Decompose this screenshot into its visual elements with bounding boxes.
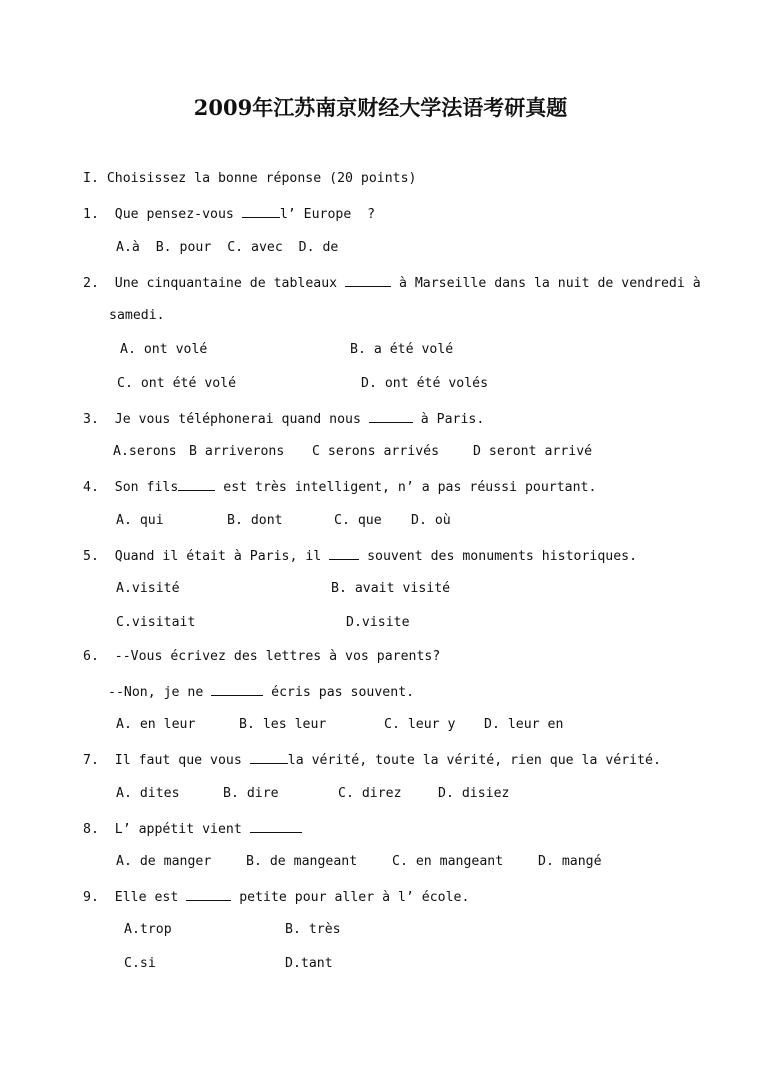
question-text: L’ appétit vient	[114, 822, 250, 837]
answer-blank	[329, 547, 359, 560]
option: B. avait visité	[331, 581, 451, 596]
question-text: Que pensez-vous	[114, 207, 242, 222]
question-8	[83, 820, 302, 837]
option: B. pour	[155, 240, 212, 255]
question-text: Une cinquantaine de tableaux	[114, 276, 346, 291]
option: B. les leur	[239, 717, 327, 732]
option: D. où	[411, 513, 451, 528]
question-4	[83, 478, 596, 495]
question-9	[83, 888, 469, 905]
question-7	[83, 751, 661, 768]
option: B arriverons	[189, 444, 285, 459]
page-title: 2009年江苏南京财经大学法语考研真题	[193, 95, 568, 120]
answer-blank	[345, 274, 391, 287]
question-number: 2.	[83, 276, 99, 291]
option: D.tant	[285, 956, 333, 971]
question-number: 4.	[83, 480, 99, 495]
option: C. en mangeant	[392, 854, 504, 869]
section-heading: I. Choisissez la bonne réponse (20 points)	[83, 171, 417, 186]
option: B. de mangeant	[246, 854, 358, 869]
option: C. ont été volé	[117, 376, 237, 391]
question-number: 9.	[83, 890, 99, 905]
question-5	[83, 547, 637, 564]
option: D. disiez	[438, 786, 510, 801]
question-text: petite pour aller à l’ école.	[231, 890, 470, 905]
question-6	[83, 649, 440, 664]
option: D. de	[298, 240, 339, 255]
answer-blank	[250, 751, 288, 764]
answer-blank	[211, 683, 263, 696]
question-number: 6.	[83, 649, 99, 664]
question-text: Il faut que vous	[114, 753, 250, 768]
question-text: --Non, je ne	[108, 685, 212, 700]
question-text: écris pas souvent.	[263, 685, 415, 700]
answer-blank	[250, 820, 302, 833]
option: A. de manger	[116, 854, 212, 869]
option: C. direz	[338, 786, 402, 801]
question-number: 7.	[83, 753, 99, 768]
option: A. qui	[116, 513, 164, 528]
question-text: Son fils	[114, 480, 179, 495]
option: B. dont	[227, 513, 283, 528]
question-text: à Marseille dans la nuit de vendredi à	[391, 276, 701, 291]
answer-blank	[369, 410, 413, 423]
question-text: Je vous téléphonerai quand nous	[114, 412, 369, 427]
option: D. leur en	[484, 717, 564, 732]
option: A. ont volé	[120, 342, 208, 357]
question-text: l’ Europe ?	[279, 207, 376, 222]
answer-blank	[242, 205, 280, 218]
option: A. dites	[116, 786, 180, 801]
option: B. dire	[223, 786, 279, 801]
option: D. mangé	[538, 854, 602, 869]
question-1	[83, 205, 375, 222]
question-2	[83, 274, 701, 291]
option: D.visite	[346, 615, 410, 630]
option: A.trop	[124, 922, 172, 937]
option: C. que	[334, 513, 382, 528]
option: C serons arrivés	[312, 444, 440, 459]
question-text: la vérité, toute la vérité, rien que la vérité.	[287, 753, 661, 768]
question-text: à Paris.	[412, 412, 485, 427]
option: C. leur y	[384, 717, 456, 732]
option: D seront arrivé	[473, 444, 593, 459]
question-3	[83, 410, 484, 427]
option: A. en leur	[116, 717, 196, 732]
question-text: est très intelligent, n’ a pas réussi pourtant.	[215, 480, 597, 495]
question-text: --Vous écrivez des lettres à vos parents?	[114, 649, 441, 664]
question-number: 3.	[83, 412, 99, 427]
option: C.si	[124, 956, 156, 971]
question-6-reply	[108, 683, 414, 700]
option: B. très	[285, 922, 341, 937]
option: A.à	[116, 240, 140, 255]
question-text: Quand il était à Paris, il	[114, 549, 330, 564]
question-text: Elle est	[114, 890, 187, 905]
question-number: 8.	[83, 822, 99, 837]
option: A.visité	[116, 581, 180, 596]
answer-blank	[178, 478, 215, 491]
question-2-continuation: samedi.	[109, 308, 165, 323]
question-number: 5.	[83, 549, 99, 564]
option: C. avec	[227, 240, 283, 255]
question-text: souvent des monuments historiques.	[359, 549, 638, 564]
question-number: 1.	[83, 207, 99, 222]
option: A.serons	[113, 444, 177, 459]
option: D. ont été volés	[361, 376, 489, 391]
options-1	[116, 240, 338, 255]
option: B. a été volé	[350, 342, 454, 357]
answer-blank	[186, 888, 231, 901]
option: C.visitait	[116, 615, 196, 630]
